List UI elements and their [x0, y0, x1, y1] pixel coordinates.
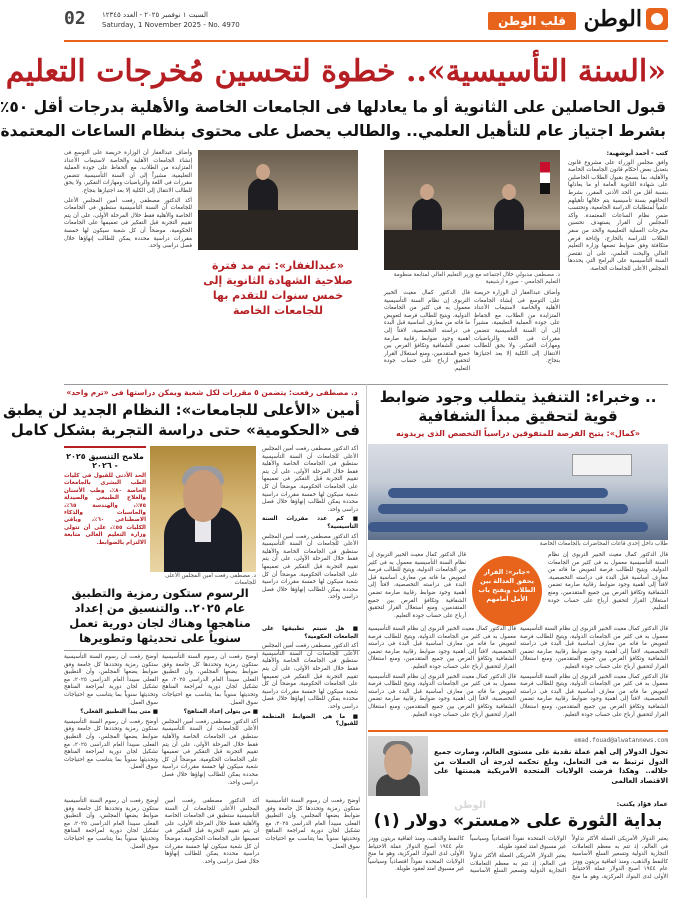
- council-headline-line-1: أمين «الأعلى للجامعات»: النظام الجديد لن يطبق: [3, 401, 360, 419]
- council-body-2: أكد الدكتور مصطفى رفعت أمين المجلس الأعلى للجامعات أن السنة التأسيسية ستطبق فى الجامعات الخاصة والأهلية فقط خلال المرحلة الأولى، على أن يتم تقييم التجربة قبل التفكير فى تعميمها على الجامعات الحكومية، موضحاً أن كل شعبة سيكون لها خمسة مقررات دراسية محددة يمكن للطالب إنهاؤها خلال فصل دراسى واحد.: [262, 643, 358, 710]
- experts-column-2: [368, 552, 466, 622]
- council-question-3: ■ ما هى الضوابط المنظمة للقبول؟: [262, 713, 358, 728]
- fees-bottom-text: أوضح رفعت أن رسوم السنة التأسيسية ستكون رمزية وتحددها كل جامعة وفق ضوابط يضعها المجلس، وأن التطبيق الفعلى سيبدأ العام الدراسى ٢٠٢٥، مع تشكيل لجان دورية لمراجعة المناهج وتحديثها سنوياً بما يتناسب مع احتياجات سوق العمل.: [265, 798, 361, 850]
- masthead: [64, 0, 668, 46]
- masthead-rule: [64, 40, 668, 42]
- vertical-divider: [366, 384, 367, 898]
- fees-column-1: [64, 654, 158, 794]
- fees-body-3: أوضح رفعت أن رسوم السنة التأسيسية ستكون رمزية وتحددها كل جامعة وفق ضوابط يضعها المجلس، وأن التطبيق الفعلى سيبدأ العام الدراسى ٢٠٢٥، مع تشكيل لجان دورية لمراجعة المناهج وتحديثها سنوياً بما يتناسب مع احتياجات سوق العمل.: [162, 654, 258, 706]
- fees-headline: [64, 586, 256, 646]
- fees-bottom-text-2: أكد الدكتور مصطفى رفعت أمين المجلس الأعلى للجامعات أن السنة التأسيسية ستطبق فى الجامعات الخاصة والأهلية فقط خلال المرحلة الأولى، على أن يتم تقييم التجربة قبل التفكير فى تعميمها على الجامعات الحكومية، موضحاً أن كل شعبة سيكون لها خمسة مقررات دراسية محددة يمكن للطالب إنهاؤها خلال فصل دراسى واحد.: [164, 798, 260, 865]
- council-photo-caption: د. مصطفى رفعت أمين المجلس الأعلى للجامعات: [165, 573, 256, 586]
- columnist-photo: [368, 736, 428, 796]
- issue-line-arabic: السبت ١ نوفمبر ٢٠٢٥ - العدد ١٢٣٤٥: [102, 11, 209, 19]
- experts-subhead: «كمال»: يتيح الفرصة للمتفوقين دراسياً التخصص الذى يريدونه: [395, 429, 641, 438]
- opinion-headline: بداية الثورة على «مستر» دولار (١): [373, 811, 663, 831]
- main-story-column-3: [384, 290, 470, 380]
- experts-column-3: [520, 626, 668, 726]
- experts-body-5: قال الدكتور كمال مغيث الخبير التربوى إن نظام السنة التأسيسية معمول به فى كثير من الجامعات الدولية، ويتيح للطالب فرصة لتعويض ما فاته من معارف أساسية قبل البدء فى دراسته التخصصية، لافتاً إلى أهمية وجود ضوابط رقابية صارمة تضمن الشفافية وتكافؤ الفرص بين جميع المتقدمين، ومنع استغلال القرار لتحقيق أرباح على حساب جودة التعليم.: [368, 626, 516, 670]
- columnist-face: [384, 744, 412, 780]
- classroom-photo-caption: طلاب داخل إحدى قاعات المحاضرات بالجامعات الخاصة: [539, 541, 668, 547]
- fees-question-2: ■ من يتولى إعداد المناهج؟: [183, 709, 258, 716]
- council-question-1: ■ كم عدد مقررات السنة التأسيسية؟: [262, 516, 358, 530]
- opinion-body-text-2: يعتبر الدولار الأمريكى العملة الأكثر تداولاً فى العالم، إذ تتم به معظم التعاملات التجارية الدولية وتسعير السلع الأساسية كالنفط والذهب، ومنذ اتفاقية بريتون وودز عام ١٩٤٤ أصبح الدولار عملة الاحتياط الأولى لدى البنوك المركزية، وهو ما منح الولايات المتحدة نفوذاً اقتصادياً وسياسياً غير مسبوق امتد لعقود طويلة.: [368, 836, 566, 875]
- logo-text: الوطن: [583, 6, 642, 32]
- main-story-continued: وأضاف عبدالغفار أن الوزارة حريصة على التوسع فى إنشاء الجامعات الأهلية والخاصة لاستيعاب الأعداد المتزايدة من الطلاب، مع الحفاظ على جودة العملية التعليمية، مشيراً إلى أن السنة التأسيسية تتضمن مقررات فى اللغة والرياضيات ومهارات التفكير، ولا يحق للطالب الانتقال إلى الكلية إلا بعد اجتيازها بنجاح.: [474, 290, 560, 365]
- person-head: [256, 164, 270, 180]
- student-row: [378, 504, 628, 514]
- experts-body-2: قال الدكتور كمال مغيث الخبير التربوى إن نظام السنة التأسيسية معمول به فى كثير من الجامعات الدولية، ويتيح للطالب فرصة لتعويض ما فاته من معارف أساسية قبل البدء فى دراسته التخصصية، لافتاً إلى أهمية وجود ضوابط رقابية صارمة تضمن الشفافية وتكافؤ الفرص بين جميع المتقدمين، ومنع استغلال القرار لتحقيق أرباح على حساب جودة التعليم.: [368, 552, 466, 619]
- projector-screen: [572, 454, 632, 476]
- council-body: أكد الدكتور مصطفى رفعت أمين المجلس الأعلى للجامعات أن السنة التأسيسية ستطبق فى الجامعات الخاصة والأهلية فقط خلال المرحلة الأولى، على أن يتم تقييم التجربة قبل التفكير فى تعميمها على الجامعات الحكومية، موضحاً أن كل شعبة سيكون لها خمسة مقررات دراسية محددة يمكن للطالب إنهاؤها خلال فصل دراسى واحد.: [262, 446, 358, 513]
- columnist-email[interactable]: emad.fouad@alwatannews.com: [574, 737, 668, 744]
- meeting-photo-caption: د. مصطفى مدبولي خلال اجتماعه مع وزير التعليم العالي لمتابعة منظومة التعليم الجامعي - صورة أرشيفية: [393, 272, 560, 285]
- flag-icon: [540, 162, 550, 194]
- opinion-rule: [368, 730, 668, 732]
- experts-quote-circle: «جابر»: القرار يحقق العدالة بين الطلاب ويفتح باب الأمل أمامهم: [472, 556, 542, 626]
- watermark-text: الوطن: [454, 800, 486, 811]
- fees-question-1: ■ متى يبدأ التطبيق الفعلى؟: [80, 709, 158, 716]
- experts-headline: .. وخبراء: التنفيذ يتطلب وجود ضوابط قوية لتحقيق مبدأ الشفافية: [379, 388, 657, 425]
- meeting-table: [384, 230, 560, 270]
- council-column-1: [262, 446, 358, 622]
- fees-body-4: أكد الدكتور مصطفى رفعت أمين المجلس الأعلى للجامعات أن السنة التأسيسية ستطبق فى الجامعات الخاصة والأهلية فقط خلال المرحلة الأولى، على أن يتم تقييم التجربة قبل التفكير فى تعميمها على الجامعات الحكومية، موضحاً أن كل شعبة سيكون لها خمسة مقررات دراسية محددة يمكن للطالب إنهاؤها خلال فصل دراسى واحد.: [162, 718, 258, 786]
- issue-info: [102, 10, 240, 30]
- main-story-byline: كتب - أحمد أبوشهبة:: [606, 150, 668, 157]
- main-deck-line-2: بشرط اجتياز عام للتأهيل العلمي.. والطالب يحصل على محتوى بنظام الساعات المعتمدة: [0, 122, 666, 140]
- page-number: 02: [64, 8, 86, 29]
- person-head: [420, 184, 434, 200]
- council-body-repeat: أكد الدكتور مصطفى رفعت أمين المجلس الأعلى للجامعات أن السنة التأسيسية ستطبق فى الجامعات الخاصة والأهلية فقط خلال المرحلة الأولى، على أن يتم تقييم التجربة قبل التفكير فى تعميمها على الجامعات الحكومية، موضحاً أن كل شعبة سيكون لها خمسة مقررات دراسية محددة يمكن للطالب إنهاؤها خلال فصل دراسى واحد.: [262, 533, 358, 601]
- coordination-box-body: الحد الأدنى للقبول فى كليات الطب البشرى بالجامعات الخاصة ٨٠٪، وطب الأسنان والعلاج الطبيعى والصيدلة ٧٥٪، والهندسة ٦٥٪، والحاسبات والذكاء الاصطناعى ٦٠٪، وباقى الكليات ٥٥٪، على أن تتولى وزارة التعليم العالى متابعة الالتزام بالضوابط.: [64, 473, 146, 546]
- fees-headline-line-2: عام ٢٠٢٥.. والتنسيق من إعداد: [74, 601, 246, 615]
- opinion-author: عماد فؤاد يكتب:: [616, 800, 668, 808]
- main-story-body: وافق مجلس الوزراء على مشروع قانون بتعديل بعض أحكام قانون الجامعات الخاصة والأهلية، بما يسمح بقبول الطلاب الحاصلين على شهادة الثانوية العامة أو ما يعادلها بنسبة أقل من الحد الأدنى المقرر، بشرط التحاقهم بسنة تأسيسية يتم خلالها تأهيلهم علمياً لمتطلبات الدراسة الجامعية، وتحتسب ضمن نظام الساعات المعتمدة. وأكد المجلس أن القرار يستهدف تحسين مخرجات العملية التعليمية والحد من سفر الطلاب للدراسة بالخارج، وإتاحة فرص متكافئة وفق ضوابط تضعها وزارة التعليم العالي والبحث العلمي، على أن تقتصر السنة التأسيسية على البرامج التي يحددها المجلس الأعلى للجامعات الخاصة.: [568, 159, 668, 272]
- logo[interactable]: [584, 6, 668, 32]
- fees-headline-line-4: سنوياً على تحديثها وتطويرها: [79, 631, 241, 645]
- portrait-face: [183, 470, 223, 522]
- opinion-body: [368, 836, 668, 898]
- fees-bottom-columns: [64, 798, 360, 898]
- main-story-column-2: [474, 290, 560, 380]
- council-column-2: [262, 626, 358, 794]
- fees-body: أوضح رفعت أن رسوم السنة التأسيسية ستكون رمزية وتحددها كل جامعة وفق ضوابط يضعها المجلس، وأن التطبيق الفعلى سيبدأ العام الدراسى ٢٠٢٥، مع تشكيل لجان دورية لمراجعة المناهج وتحديثها سنوياً بما يتناسب مع احتياجات سوق العمل.: [64, 654, 159, 706]
- coordination-box-title: ملامح التنسيق ٢٠٢٥ - ٢٠٢٦: [66, 452, 144, 470]
- fees-headline-line-3: مناهجها وهناك لجان دورية تعمل: [69, 616, 251, 630]
- experts-column-1: [548, 552, 668, 622]
- minister-meeting-photo: [198, 150, 358, 250]
- left-news-column: [64, 150, 192, 380]
- student-row: [388, 488, 608, 498]
- main-story-column-1: [568, 150, 668, 380]
- experts-body-6: قال الدكتور كمال مغيث الخبير التربوى إن نظام السنة التأسيسية معمول به فى كثير من الجامعات الدولية، ويتيح للطالب فرصة لتعويض ما فاته من معارف أساسية قبل البدء فى دراسته التخصصية، لافتاً إلى أهمية وجود ضوابط رقابية صارمة تضمن الشفافية وتكافؤ الفرص بين جميع المتقدمين، ومنع استغلال القرار لتحقيق أرباح على حساب جودة التعليم.: [368, 673, 516, 718]
- fees-bottom-text-3: أوضح رفعت أن رسوم السنة التأسيسية ستكون رمزية وتحددها كل جامعة وفق ضوابط يضعها المجلس، وأن التطبيق الفعلى سيبدأ العام الدراسى ٢٠٢٥، مع تشكيل لجان دورية لمراجعة المناهج وتحديثها سنوياً بما يتناسب مع احتياجات سوق العمل.: [64, 798, 159, 850]
- experts-body-4: قال الدكتور كمال مغيث الخبير التربوى إن نظام السنة التأسيسية معمول به فى كثير من الجامعات الدولية، ويتيح للطالب فرصة لتعويض ما فاته من معارف أساسية قبل البدء فى دراسته التخصصية، لافتاً إلى أهمية وجود ضوابط رقابية صارمة تضمن الشفافية وتكافؤ الفرص بين جميع المتقدمين، ومنع استغلال القرار لتحقيق أرباح على حساب جودة التعليم.: [520, 673, 668, 718]
- experts-body-3: قال الدكتور كمال مغيث الخبير التربوى إن نظام السنة التأسيسية معمول به فى كثير من الجامعات الدولية، ويتيح للطالب فرصة لتعويض ما فاته من معارف أساسية قبل البدء فى دراسته التخصصية، لافتاً إلى أهمية وجود ضوابط رقابية صارمة تضمن الشفافية وتكافؤ الفرص بين جميع المتقدمين، ومنع استغلال القرار لتحقيق أرباح على حساب جودة التعليم.: [520, 626, 668, 670]
- issue-line-english: Saturday, 1 November 2025 - No. 4970: [102, 21, 240, 29]
- meeting-table: [198, 210, 358, 250]
- person-head: [502, 184, 516, 200]
- classroom-photo: [368, 444, 668, 540]
- section-tab[interactable]: قلب الوطن: [488, 12, 576, 30]
- minister-pull-quote: «عبدالغفار»: تم مد فترة صلاحية الشهادة الثانوية إلى خمس سنوات للتقدم بها للجامعات الخاصة: [203, 259, 353, 317]
- left-column-body-2: أكد الدكتور مصطفى رفعت أمين المجلس الأعلى للجامعات أن السنة التأسيسية ستطبق فى الجامعات الخاصة والأهلية فقط خلال المرحلة الأولى، على أن يتم تقييم التجربة قبل التفكير فى تعميمها على الجامعات الحكومية، موضحاً أن كل شعبة سيكون لها خمسة مقررات دراسية محددة يمكن للطالب إنهاؤها خلال فصل دراسى واحد.: [64, 197, 192, 250]
- main-headline: «السنة التأسيسية».. خطوة لتحسين مُخرجات التعليم: [5, 54, 666, 89]
- council-question-2: ■ هل سيتم تطبيقها على الجامعات الحكومية؟: [262, 626, 358, 640]
- opinion-body-text: يعتبر الدولار الأمريكى العملة الأكثر تداولاً فى العالم، إذ تتم به معظم التعاملات التجارية الدولية وتسعير السلع الأساسية كالنفط والذهب، ومنذ اتفاقية بريتون وودز عام ١٩٤٤ أصبح الدولار عملة الاحتياط الأولى لدى البنوك المركزية، وهو ما منح الولايات المتحدة نفوذاً اقتصادياً وسياسياً غير مسبوق امتد لعقود طويلة.: [470, 836, 668, 880]
- main-story-continued-2: قال الدكتور كمال مغيث الخبير التربوى إن نظام السنة التأسيسية معمول به فى كثير من الجامعات الدولية، ويتيح للطالب فرصة لتعويض ما فاته من معارف أساسية قبل البدء فى دراسته التخصصية، لافتاً إلى أهمية وجود ضوابط رقابية صارمة تضمن الشفافية وتكافؤ الفرص بين جميع المتقدمين، ومنع استغلال القرار لتحقيق أرباح على حساب جودة التعليم.: [384, 290, 470, 372]
- experts-column-4: [368, 626, 516, 726]
- logo-mark-icon: [646, 8, 668, 30]
- left-column-body: وأضاف عبدالغفار أن الوزارة حريصة على التوسع فى إنشاء الجامعات الأهلية والخاصة لاستيعاب الأعداد المتزايدة من الطلاب، مع الحفاظ على جودة العملية التعليمية، مشيراً إلى أن السنة التأسيسية تتضمن مقررات فى اللغة والرياضيات ومهارات التفكير، ولا يحق للطالب الانتقال إلى الكلية إلا بعد اجتيازها بنجاح.: [64, 150, 192, 194]
- council-portrait-photo: [150, 446, 256, 572]
- student-row: [368, 522, 648, 532]
- council-headline-line-2: فى «الحكومية» حتى دراسة التجربة بشكل كامل: [10, 421, 360, 439]
- fees-body-2: أوضح رفعت أن رسوم السنة التأسيسية ستكون رمزية وتحددها كل جامعة وفق ضوابط يضعها المجلس، وأن التطبيق الفعلى سيبدأ العام الدراسى ٢٠٢٥، مع تشكيل لجان دورية لمراجعة المناهج وتحديثها سنوياً بما يتناسب مع احتياجات سوق العمل.: [64, 718, 159, 771]
- fees-column-2: [162, 654, 258, 794]
- fees-headline-line-1: الرسوم ستكون رمزية والتطبيق: [71, 586, 249, 600]
- meeting-photo: [384, 150, 560, 270]
- opinion-pull-quote: تحول الدولار إلى أهم عملة نقدية على مستوى العالم، وصارت جميع الدول ترتبط به فى التعامل، وبلغ تحكمه لدرجة أن العملات من خلاله.. وهكذا فرضت الولايات المتحدة الأمريكية هيمنتها على الاقتصاد العالمى: [434, 748, 668, 785]
- coordination-box: [64, 446, 146, 546]
- main-deck-line-1: قبول الحاصلين على الثانوية أو ما يعادلها فى الجامعات الخاصة والأهلية بدرجات أقل ٥٠٪: [0, 98, 666, 116]
- experts-body: قال الدكتور كمال مغيث الخبير التربوى إن نظام السنة التأسيسية معمول به فى كثير من الجامعات الدولية، ويتيح للطالب فرصة لتعويض ما فاته من معارف أساسية قبل البدء فى دراسته التخصصية، لافتاً إلى أهمية وجود ضوابط رقابية صارمة تضمن الشفافية وتكافؤ الفرص بين جميع المتقدمين، ومنع استغلال القرار لتحقيق أرباح على حساب جودة التعليم.: [548, 552, 668, 612]
- council-kicker: د. مصطفى رفعت: يتضمن ٥ مقررات لكل شعبة ويمكن دراستها فى «ترم واحد»: [66, 388, 358, 397]
